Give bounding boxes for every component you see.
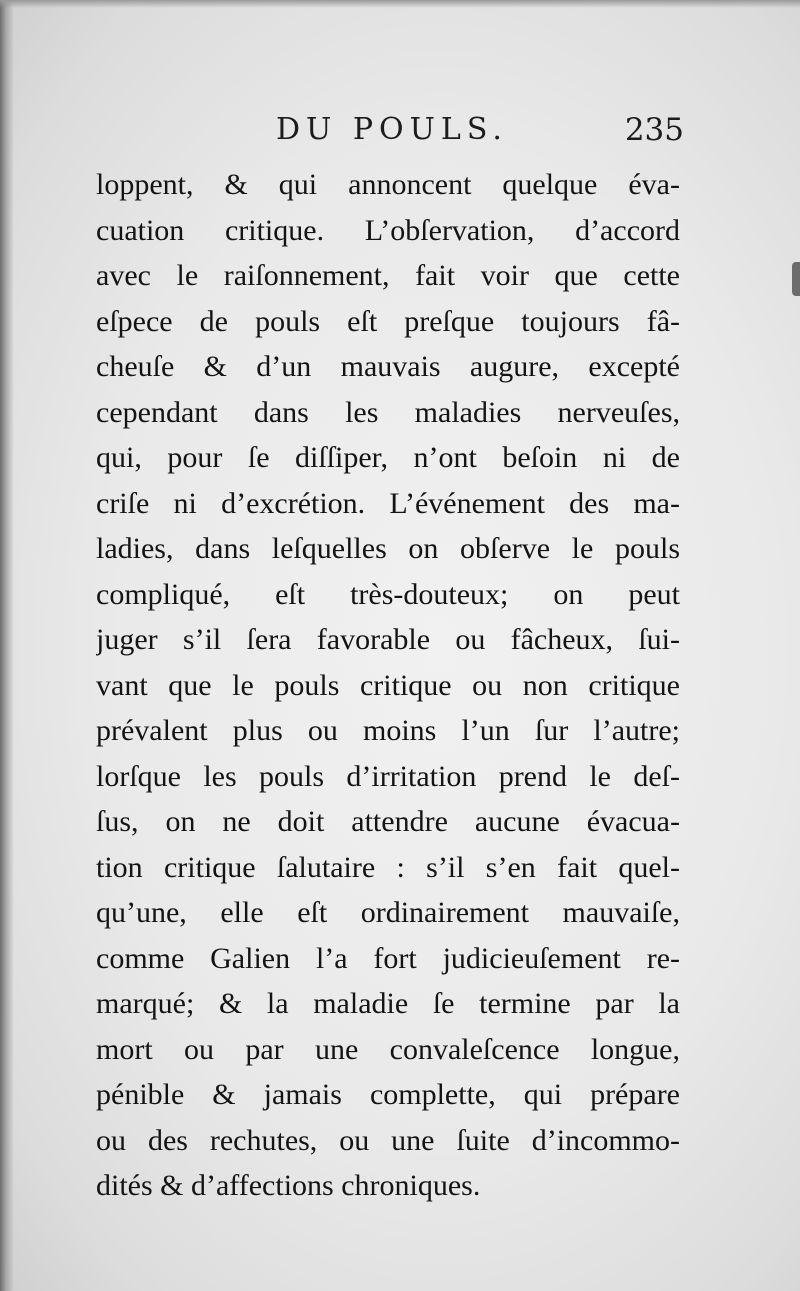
running-head <box>94 112 684 158</box>
text-line: cependant dans les maladies nerveuſes, <box>96 395 680 429</box>
text-line: compliqué, eſt très-douteux; on peut <box>96 577 680 611</box>
page-edge-mark <box>792 262 800 296</box>
text-line: criſe ni d’excrétion. L’événement des ma- <box>96 486 680 520</box>
text-line: mort ou par une convaleſcence longue, <box>96 1032 680 1066</box>
text-line: pénible & jamais complette, qui prépare <box>96 1078 680 1111</box>
text-line: eſpece de pouls eſt preſque toujours fâ- <box>96 304 680 338</box>
text-line: qu’une, elle eſt ordinairement mauvaiſe, <box>96 896 680 929</box>
text-line: ladies, dans leſquelles on obſerve le pouls <box>96 532 680 565</box>
binding-shadow <box>0 0 14 1291</box>
page-top-edge <box>0 0 800 8</box>
text-line: ou des rechutes, ou une ſuite d’incommo- <box>96 1123 680 1157</box>
running-head-title: DU POULS. <box>276 112 508 147</box>
page-number: 235 <box>624 112 684 148</box>
text-line: loppent, & qui annoncent quelque éva- <box>96 168 680 201</box>
text-line: tion critique ſalutaire : s’il s’en fait quel- <box>96 850 680 884</box>
text-line: dités & d’affections chroniques. <box>96 1169 481 1202</box>
text-line: prévalent plus ou moins l’un ſur l’autre; <box>96 714 680 747</box>
text-line: qui, pour ſe diſſiper, n’ont beſoin ni de <box>96 441 680 474</box>
text-line: marqué; & la maladie ſe termine par la <box>96 987 680 1020</box>
text-line: avec le raiſonnement, fait voir que cette <box>96 259 680 292</box>
text-line: cuation critique. L’obſervation, d’accord <box>96 213 680 247</box>
text-line: ſus, on ne doit attendre aucune évacua- <box>96 805 680 838</box>
body-text <box>96 162 680 1209</box>
text-line: comme Galien l’a fort judicieuſement re- <box>96 941 680 975</box>
text-line: vant que le pouls critique ou non critique <box>96 668 680 702</box>
text-line: juger s’il ſera favorable ou fâcheux, ſui- <box>96 623 680 656</box>
text-line: lorſque les pouls d’irritation prend le deſ- <box>96 759 680 793</box>
text-line: cheuſe & d’un mauvais augure, excepté <box>96 350 680 383</box>
